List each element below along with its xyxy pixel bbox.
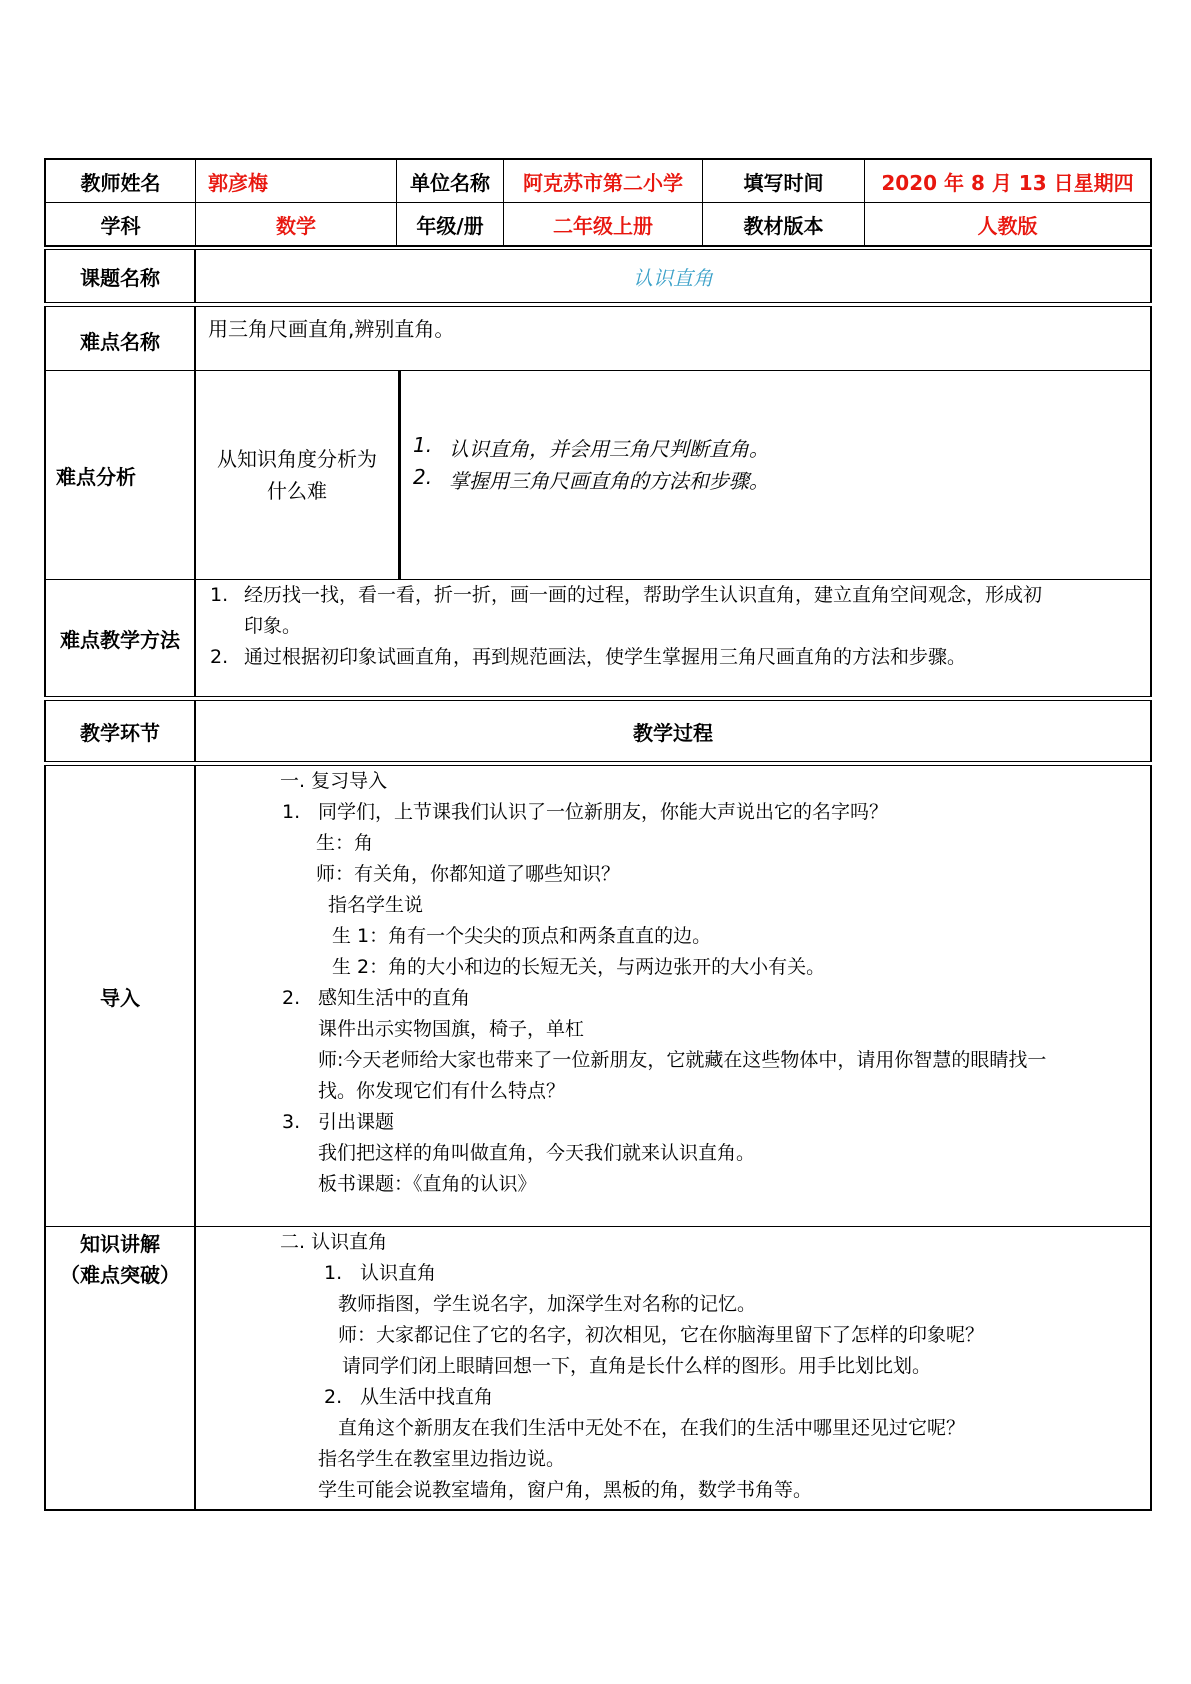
analysis-items	[401, 371, 1150, 579]
analysis-sub-label: 从知识角度分析为什么难	[196, 371, 401, 579]
process-header-row	[44, 701, 1152, 761]
subject-label: 学科	[46, 203, 196, 245]
row-divider	[44, 696, 1152, 697]
intro-label: 导入	[46, 766, 196, 1226]
text-line: 认识直角	[360, 1262, 437, 1284]
analysis-label: 难点分析	[46, 371, 196, 579]
text-line: 我们把这样的角叫做直角，今天我们就来认识直角。	[318, 1142, 756, 1164]
unit-label: 单位名称	[397, 160, 504, 202]
method-items	[196, 580, 1150, 696]
row-divider	[44, 302, 1152, 303]
text-line: 师:今天老师给大家也带来了一位新朋友，它就藏在这些物体中，请用你智慧的眼睛找一	[318, 1049, 1047, 1071]
process-left-header: 教学环节	[46, 701, 196, 761]
step-number: 1.	[282, 801, 301, 823]
text-line: 找。你发现它们有什么特点？	[318, 1080, 566, 1102]
difficulty-value: 用三角尺画直角,辨别直角。	[208, 317, 455, 341]
text-line: 请同学们闭上眼睛回想一下，直角是长什么样的图形。用手比划比划。	[342, 1355, 932, 1377]
grade-label: 年级/册	[397, 203, 504, 245]
row-divider	[44, 245, 1152, 247]
subject-value: 数学	[196, 203, 397, 245]
method-item: 经历找一找，看一看，折一折，画一画的过程，帮助学生认识直角，建立直角空间观念，形成初	[244, 584, 1043, 606]
process-right-header: 教学过程	[633, 720, 713, 745]
edition-value: 人教版	[977, 213, 1038, 238]
row-divider	[44, 761, 1152, 762]
knowledge-label	[46, 1227, 196, 1509]
header-row-2	[44, 203, 1152, 245]
text-line: 感知生活中的直角	[318, 987, 471, 1009]
difficulty-row	[44, 307, 1152, 370]
knowledge-label-line: 知识讲解	[80, 1232, 160, 1256]
text-line: 生 1：角有一个尖尖的顶点和两条直直的边。	[332, 925, 712, 947]
teacher-label: 教师姓名	[46, 160, 196, 202]
step-number: 2.	[324, 1386, 343, 1408]
step-number: 1.	[324, 1262, 343, 1284]
method-item: 通过根据初印象试画直角，再到规范画法，使学生掌握用三角尺画直角的方法和步骤。	[244, 646, 967, 668]
analysis-row	[44, 371, 1152, 579]
topic-row	[44, 250, 1152, 302]
step-number: 3.	[282, 1111, 301, 1133]
text-line: 生 2：角的大小和边的长短无关，与两边张开的大小有关。	[332, 956, 826, 978]
intro-content	[196, 766, 1150, 1226]
method-item-number: 2.	[210, 646, 229, 668]
text-line: 生：角	[316, 832, 374, 854]
analysis-item-number: 2.	[413, 465, 433, 489]
unit-name: 阿克苏市第二小学	[504, 160, 703, 202]
text-line: 师：大家都记住了它的名字，初次相见，它在你脑海里留下了怎样的印象呢？	[338, 1324, 985, 1346]
knowledge-content	[196, 1227, 1150, 1509]
text-line: 从生活中找直角	[360, 1386, 494, 1408]
intro-row	[44, 766, 1152, 1226]
analysis-item-number: 1.	[413, 433, 433, 457]
text-line: 指名学生说	[328, 894, 424, 916]
date-value: 2020 年 8 月 13 日星期四	[881, 170, 1134, 195]
method-item-number: 1.	[210, 584, 229, 606]
teacher-name: 郭彦梅	[196, 160, 397, 202]
table-bottom-border	[44, 1509, 1152, 1511]
method-item: 印象。	[244, 615, 302, 637]
method-label: 难点教学方法	[46, 580, 196, 696]
analysis-item: 掌握用三角尺画直角的方法和步骤。	[449, 469, 769, 493]
text-line: 师：有关角，你都知道了哪些知识？	[316, 863, 621, 885]
analysis-item: 认识直角，并会用三角尺判断直角。	[449, 437, 769, 461]
text-line: 同学们，上节课我们认识了一位新朋友，你能大声说出它的名字吗？	[318, 801, 889, 823]
text-line: 指名学生在教室里边指边说。	[318, 1448, 566, 1470]
grade-value: 二年级上册	[504, 203, 703, 245]
text-line: 教师指图，学生说名字，加深学生对名称的记忆。	[338, 1293, 757, 1315]
text-line: 学生可能会说教室墙角，窗户角，黑板的角，数学书角等。	[318, 1479, 813, 1501]
text-line: 直角这个新朋友在我们生活中无处不在，在我们的生活中哪里还见过它呢？	[338, 1417, 966, 1439]
text-line: 引出课题	[318, 1111, 395, 1133]
section-heading: 一. 复习导入	[280, 770, 388, 792]
difficulty-label: 难点名称	[46, 307, 196, 370]
text-line: 板书课题：《直角的认识》	[318, 1173, 537, 1195]
knowledge-row	[44, 1227, 1152, 1509]
method-row	[44, 580, 1152, 696]
edition-label: 教材版本	[703, 203, 865, 245]
section-heading: 二. 认识直角	[280, 1231, 388, 1253]
knowledge-label-line: （难点突破）	[60, 1263, 180, 1287]
date-label: 填写时间	[703, 160, 865, 202]
topic-value: 认识直角	[633, 265, 713, 290]
text-line: 课件出示实物国旗，椅子，单杠	[318, 1018, 585, 1040]
step-number: 2.	[282, 987, 301, 1009]
header-row-1	[44, 160, 1152, 202]
topic-label: 课题名称	[46, 250, 196, 302]
